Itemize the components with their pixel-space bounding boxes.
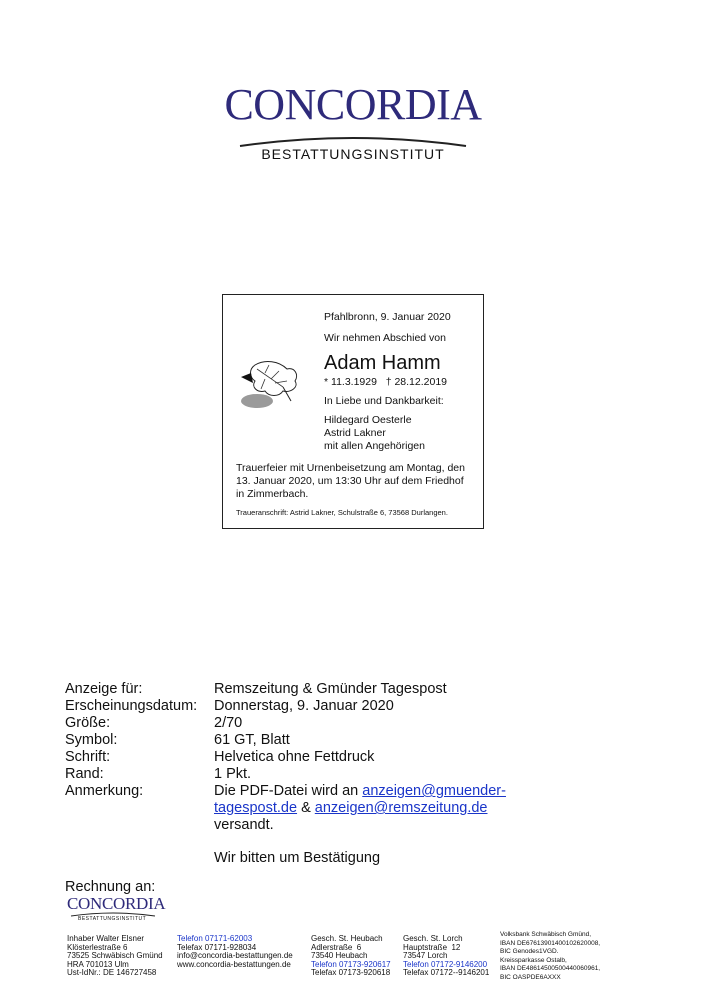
detail-label-symbol: Symbol: xyxy=(65,732,118,748)
footer-register: HRA 701013 Ulm xyxy=(67,959,129,969)
confirmation-request: Wir bitten um Bestätigung xyxy=(214,850,381,866)
footer-bank-1-iban: IBAN DE67613901400102620008, xyxy=(500,939,601,947)
ceremony-line-1: Trauerfeier mit Urnenbeisetzung am Montag, den xyxy=(236,462,465,474)
leaf-symbol-icon xyxy=(235,357,303,411)
detail-value-border: 1 Pkt. xyxy=(214,766,252,782)
mourner-3: mit allen Angehörigen xyxy=(324,440,425,452)
footer-lorch-phone[interactable]: Telefon 07172-9146200 xyxy=(403,959,488,969)
ceremony-line-3: in Zimmerbach. xyxy=(236,488,309,500)
footer-bank-1-name: Volksbank Schwäbisch Gmünd, xyxy=(500,931,592,938)
obituary-notice xyxy=(222,294,484,529)
footer-bank-2-name: Kreissparkasse Ostalb, xyxy=(500,956,567,964)
footer-email[interactable]: info@concordia-bestattungen.de xyxy=(177,951,293,960)
footer-owner-city: 73525 Schwäbisch Gmünd xyxy=(67,951,163,960)
footer-contact-column xyxy=(177,935,293,969)
ceremony-line-2: 13. Januar 2020, um 13:30 Uhr auf dem Friedhof xyxy=(236,475,464,487)
detail-label-font: Schrift: xyxy=(65,749,111,765)
gratitude-line: In Liebe und Dankbarkeit: xyxy=(324,395,444,407)
remark-suffix: versandt. xyxy=(214,817,274,833)
detail-value-publication: Remszeitung & Gmünder Tagespost xyxy=(214,681,447,697)
detail-value-size: 2/70 xyxy=(214,715,243,731)
life-dates: * 11.3.1929 † 28.12.2019 xyxy=(324,376,447,388)
footer-phone[interactable]: Telefon 07171-62003 xyxy=(177,934,253,943)
footer-heubach-city: 73540 Heubach xyxy=(311,951,368,960)
footer-vat-id: Ust-IdNr.: DE 146727458 xyxy=(67,968,157,977)
deceased-name: Adam Hamm xyxy=(324,352,441,374)
footer-logo-wordmark: CONCORDIA xyxy=(67,894,166,913)
footer-lorch-fax: Telefax 07172--9146201 xyxy=(403,968,490,977)
remark-line-1 xyxy=(214,783,506,800)
footer-owner-column xyxy=(67,935,163,978)
footer-heubach-fax: Telefax 07173-920618 xyxy=(311,968,391,977)
remark-prefix: Die PDF-Datei wird an xyxy=(214,783,363,799)
footer-lorch-column xyxy=(403,935,489,978)
remark-line-2 xyxy=(214,800,488,817)
mourner-1: Hildegard Oesterle xyxy=(324,414,412,426)
remark-amp: & xyxy=(297,800,315,816)
detail-value-date: Donnerstag, 9. Januar 2020 xyxy=(214,698,394,714)
footer-bank-2-iban: IBAN DE48614500500440060961, xyxy=(500,965,601,972)
footer-heubach-title: Gesch. St. Heubach xyxy=(311,934,383,943)
notice-place-date: Pfahlbronn, 9. Januar 2020 xyxy=(324,311,451,323)
detail-value-font: Helvetica ohne Fettdruck xyxy=(214,749,375,765)
logo-subtitle: BESTATTUNGSINSTITUT xyxy=(261,146,445,162)
footer-lorch-street: Hauptstraße 12 xyxy=(403,942,461,952)
email-link-gmuender-cont[interactable]: tagespost.de xyxy=(214,800,298,816)
detail-label-size: Größe: xyxy=(65,715,111,731)
footer-fax: Telefax 07171-928034 xyxy=(177,942,257,952)
detail-label-publication: Anzeige für: xyxy=(65,681,143,697)
footer-bank-1-bic: BIC Genodes1VGD. xyxy=(500,948,559,955)
footer-bank-2-bic: BIC OASPDE6AXXX xyxy=(500,973,561,981)
footer-owner-street: Klösterlestraße 6 xyxy=(67,942,128,952)
mourning-address: Traueranschrift: Astrid Lakner, Schulstraße 6, 73568 Durlangen. xyxy=(236,508,448,517)
mourner-2: Astrid Lakner xyxy=(324,427,386,439)
email-link-remszeitung[interactable]: anzeigen@remszeitung.de xyxy=(314,800,488,816)
logo-wordmark: CONCORDIA xyxy=(224,80,482,129)
footer-lorch-city: 73547 Lorch xyxy=(403,951,448,960)
notice-farewell: Wir nehmen Abschied von xyxy=(324,332,446,344)
detail-value-symbol: 61 GT, Blatt xyxy=(214,732,290,748)
footer-heubach-street: Adlerstraße 6 xyxy=(311,942,362,952)
detail-label-border: Rand: xyxy=(65,766,104,782)
detail-label-remark: Anmerkung: xyxy=(65,783,144,799)
billing-label: Rechnung an: xyxy=(65,879,156,895)
footer-heubach-phone[interactable]: Telefon 07173-920617 xyxy=(311,959,391,969)
footer-logo-subtitle: BESTATTUNGSINSTITUT xyxy=(78,916,147,922)
footer-heubach-column xyxy=(311,935,391,978)
detail-label-date: Erscheinungsdatum: xyxy=(65,698,198,714)
email-link-gmuender[interactable]: anzeigen@gmuender- xyxy=(362,783,506,799)
footer-website[interactable]: www.concordia-bestattungen.de xyxy=(177,959,291,969)
footer-owner: Inhaber Walter Elsner xyxy=(67,934,145,943)
footer-bank-column xyxy=(500,931,600,982)
footer-lorch-title: Gesch. St. Lorch xyxy=(403,934,463,943)
